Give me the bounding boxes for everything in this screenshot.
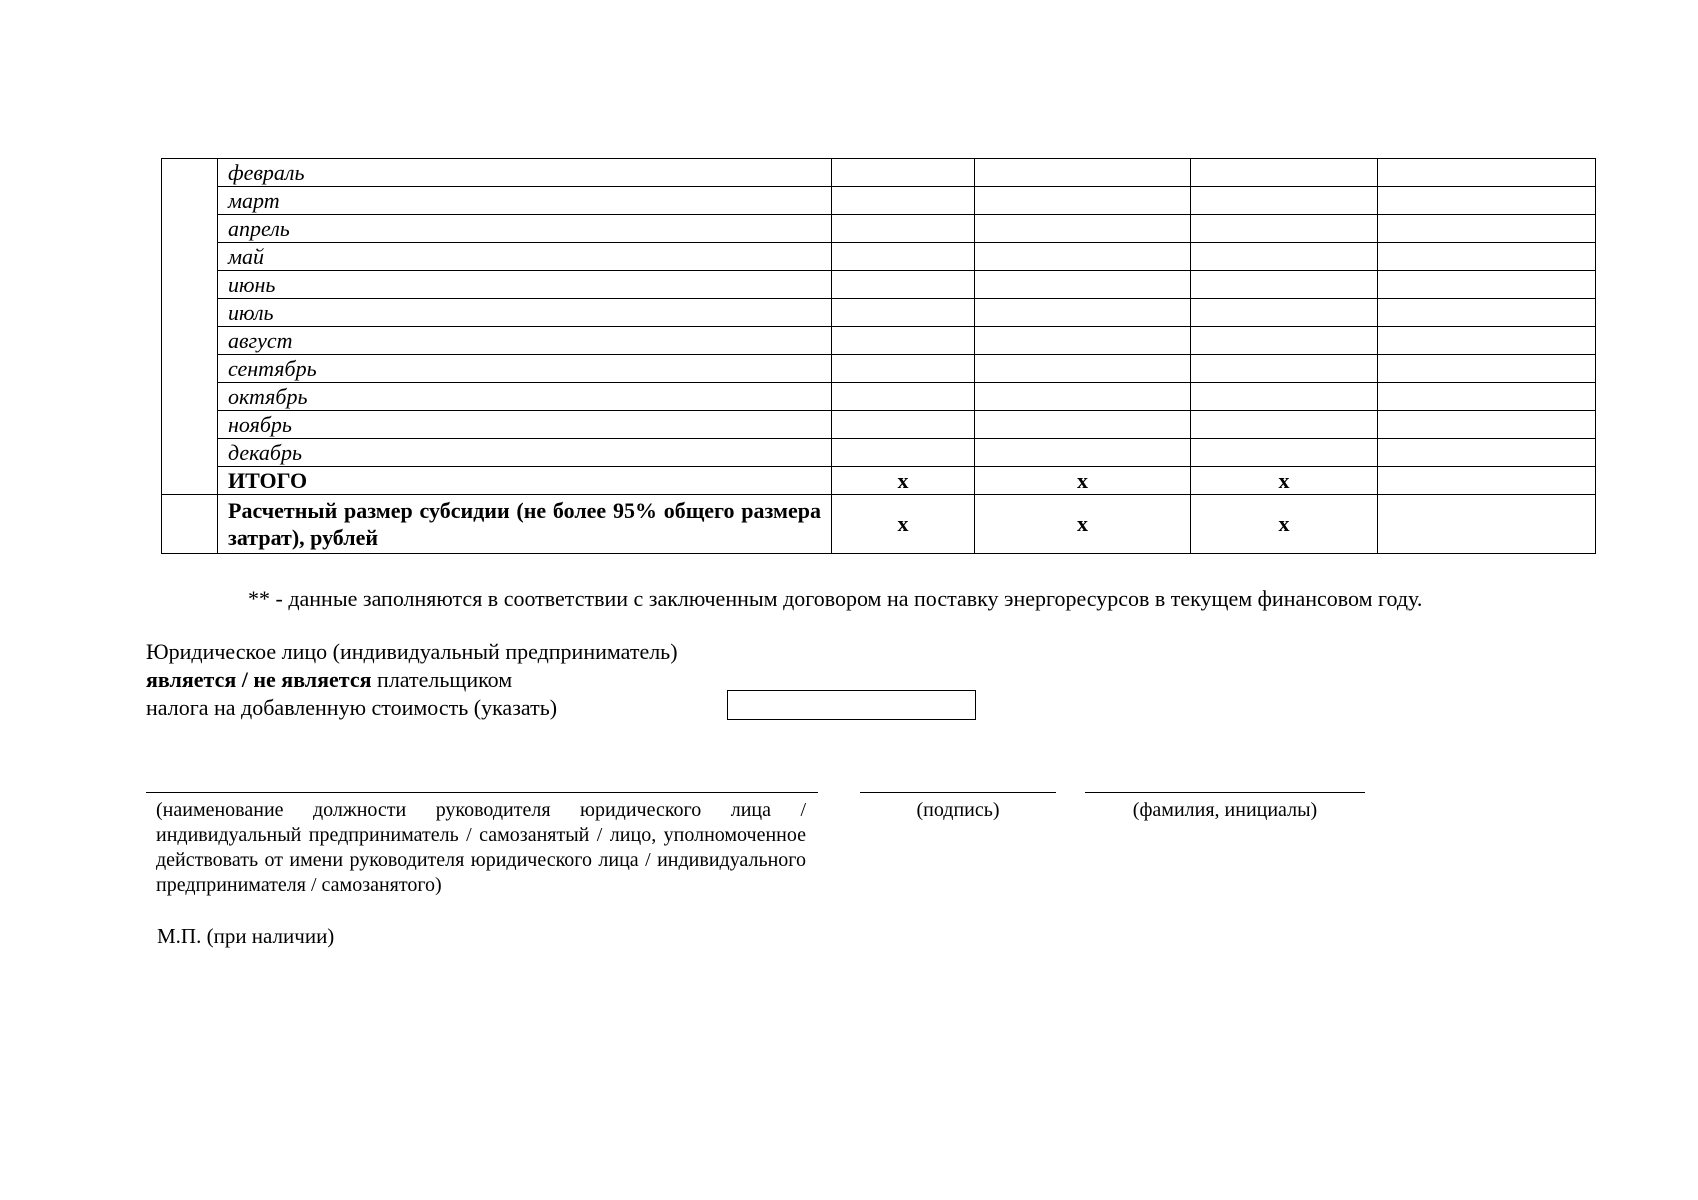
entity-status-options: является / не является bbox=[146, 667, 372, 692]
vat-status-statement bbox=[146, 638, 678, 722]
value-cell[interactable] bbox=[832, 271, 975, 299]
value-cell[interactable] bbox=[1191, 299, 1378, 327]
value-cell[interactable] bbox=[1378, 355, 1596, 383]
table-row bbox=[162, 327, 1596, 355]
entity-line-2-rest: плательщиком bbox=[371, 667, 513, 692]
value-cell[interactable] bbox=[832, 299, 975, 327]
value-cell[interactable] bbox=[975, 243, 1191, 271]
value-cell[interactable] bbox=[1191, 159, 1378, 187]
value-cell[interactable] bbox=[1378, 271, 1596, 299]
table-row bbox=[162, 159, 1596, 187]
value-cell[interactable] bbox=[975, 159, 1191, 187]
value-cell[interactable] bbox=[1378, 159, 1596, 187]
subsidy-label: Расчетный размер субсидии (не более 95% общего размера затрат), рублей bbox=[218, 495, 832, 554]
row-number-cell bbox=[162, 159, 218, 495]
signature-caption: (подпись) bbox=[916, 799, 1000, 821]
name-caption: (фамилия, инициалы) bbox=[1132, 799, 1318, 821]
na-mark: х bbox=[1191, 495, 1378, 554]
total-label: ИТОГО bbox=[218, 467, 832, 495]
value-cell[interactable] bbox=[975, 411, 1191, 439]
value-cell[interactable] bbox=[975, 327, 1191, 355]
table-row bbox=[162, 355, 1596, 383]
month-cell: ноябрь bbox=[218, 411, 832, 439]
table-row bbox=[162, 383, 1596, 411]
value-cell[interactable] bbox=[1378, 299, 1596, 327]
table-row bbox=[162, 187, 1596, 215]
month-cell: март bbox=[218, 187, 832, 215]
entity-line-3: налога на добавленную стоимость (указать) bbox=[146, 695, 558, 720]
value-cell[interactable] bbox=[1191, 215, 1378, 243]
row-number-cell bbox=[162, 495, 218, 554]
na-mark: х bbox=[832, 467, 975, 495]
entity-line-1: Юридическое лицо (индивидуальный предприниматель) bbox=[146, 639, 678, 664]
value-cell[interactable] bbox=[832, 187, 975, 215]
value-cell[interactable] bbox=[832, 327, 975, 355]
na-mark: х bbox=[1191, 467, 1378, 495]
month-cell: февраль bbox=[218, 159, 832, 187]
month-cell: май bbox=[218, 243, 832, 271]
value-cell[interactable] bbox=[1191, 411, 1378, 439]
subsidy-value-cell[interactable] bbox=[1378, 495, 1596, 554]
value-cell[interactable] bbox=[1378, 243, 1596, 271]
month-cell: июнь bbox=[218, 271, 832, 299]
month-cell: август bbox=[218, 327, 832, 355]
table-row bbox=[162, 299, 1596, 327]
subsidy-row bbox=[162, 495, 1596, 554]
total-row bbox=[162, 467, 1596, 495]
value-cell[interactable] bbox=[1191, 355, 1378, 383]
value-cell[interactable] bbox=[1191, 383, 1378, 411]
value-cell[interactable] bbox=[975, 355, 1191, 383]
value-cell[interactable] bbox=[832, 355, 975, 383]
vat-status-field[interactable] bbox=[727, 690, 976, 720]
value-cell[interactable] bbox=[975, 187, 1191, 215]
position-signature-line[interactable] bbox=[146, 792, 818, 793]
entity-line-2 bbox=[146, 666, 678, 694]
value-cell[interactable] bbox=[1191, 243, 1378, 271]
table-row bbox=[162, 215, 1596, 243]
signature-line[interactable] bbox=[860, 792, 1056, 793]
value-cell[interactable] bbox=[975, 383, 1191, 411]
table-row bbox=[162, 271, 1596, 299]
value-cell[interactable] bbox=[832, 243, 975, 271]
value-cell[interactable] bbox=[1191, 187, 1378, 215]
value-cell[interactable] bbox=[1378, 439, 1596, 467]
na-mark: х bbox=[975, 467, 1191, 495]
value-cell[interactable] bbox=[1378, 327, 1596, 355]
na-mark: х bbox=[832, 495, 975, 554]
value-cell[interactable] bbox=[1378, 411, 1596, 439]
value-cell[interactable] bbox=[832, 383, 975, 411]
month-cell: октябрь bbox=[218, 383, 832, 411]
value-cell[interactable] bbox=[1191, 439, 1378, 467]
name-signature-line[interactable] bbox=[1085, 792, 1365, 793]
na-mark: х bbox=[975, 495, 1191, 554]
value-cell[interactable] bbox=[1191, 271, 1378, 299]
month-cell: декабрь bbox=[218, 439, 832, 467]
footnote: ** - данные заполняются в соответствии с заключенным договором на поставку энергоресурсов в текущем финансовом году. bbox=[248, 586, 1423, 611]
total-value-cell[interactable] bbox=[1378, 467, 1596, 495]
value-cell[interactable] bbox=[1378, 187, 1596, 215]
month-cell: июль bbox=[218, 299, 832, 327]
value-cell[interactable] bbox=[832, 215, 975, 243]
month-cell: сентябрь bbox=[218, 355, 832, 383]
value-cell[interactable] bbox=[975, 271, 1191, 299]
position-caption: (наименование должности руководителя юридического лица / индивидуальный предприниматель / самозанятый / лицо, уполномоченное действовать от имени руководителя юридического лица / индивидуального предпринимателя / самозанятого) bbox=[156, 799, 806, 896]
value-cell[interactable] bbox=[1191, 327, 1378, 355]
month-cell: апрель bbox=[218, 215, 832, 243]
value-cell[interactable] bbox=[1378, 383, 1596, 411]
value-cell[interactable] bbox=[832, 411, 975, 439]
value-cell[interactable] bbox=[832, 159, 975, 187]
stamp-placeholder: М.П. (при наличии) bbox=[157, 924, 335, 948]
table-row bbox=[162, 439, 1596, 467]
value-cell[interactable] bbox=[975, 299, 1191, 327]
table-row bbox=[162, 243, 1596, 271]
expenses-table bbox=[161, 158, 1596, 554]
value-cell[interactable] bbox=[975, 439, 1191, 467]
value-cell[interactable] bbox=[1378, 215, 1596, 243]
value-cell[interactable] bbox=[832, 439, 975, 467]
table-row bbox=[162, 411, 1596, 439]
value-cell[interactable] bbox=[975, 215, 1191, 243]
